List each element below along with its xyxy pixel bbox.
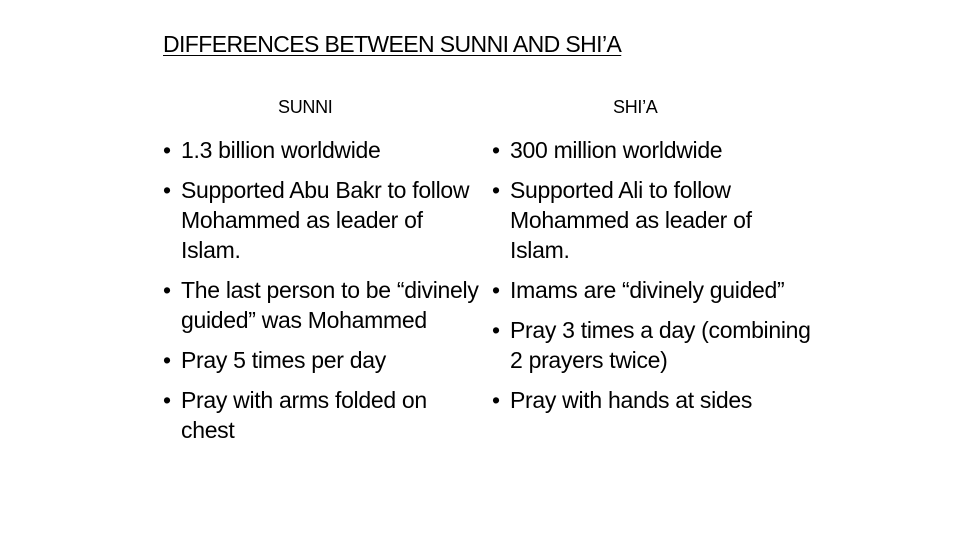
shia-bullet-list — [492, 135, 812, 425]
shia-bullet: • Pray with hands at sides — [492, 385, 812, 415]
sunni-bullet: • The last person to be “divinely guided” was Mohammed — [163, 275, 481, 335]
shia-bullet: • Imams are “divinely guided” — [492, 275, 812, 305]
sunni-bullet: • 1.3 billion worldwide — [163, 135, 481, 165]
sunni-bullet-list — [163, 135, 481, 455]
shia-bullet: • Pray 3 times a day (combining 2 prayers twice) — [492, 315, 812, 375]
sunni-bullet: • Pray with arms folded on chest — [163, 385, 481, 445]
sunni-column-heading: SUNNI — [278, 97, 333, 117]
shia-bullet: • 300 million worldwide — [492, 135, 812, 165]
shia-column-heading: SHI’A — [613, 97, 658, 117]
shia-bullet: • Supported Ali to follow Mohammed as leader of Islam. — [492, 175, 812, 265]
sunni-bullet: • Pray 5 times per day — [163, 345, 481, 375]
slide-title: DIFFERENCES BETWEEN SUNNI AND SHI’A — [163, 31, 622, 57]
sunni-bullet: • Supported Abu Bakr to follow Mohammed as leader of Islam. — [163, 175, 481, 265]
